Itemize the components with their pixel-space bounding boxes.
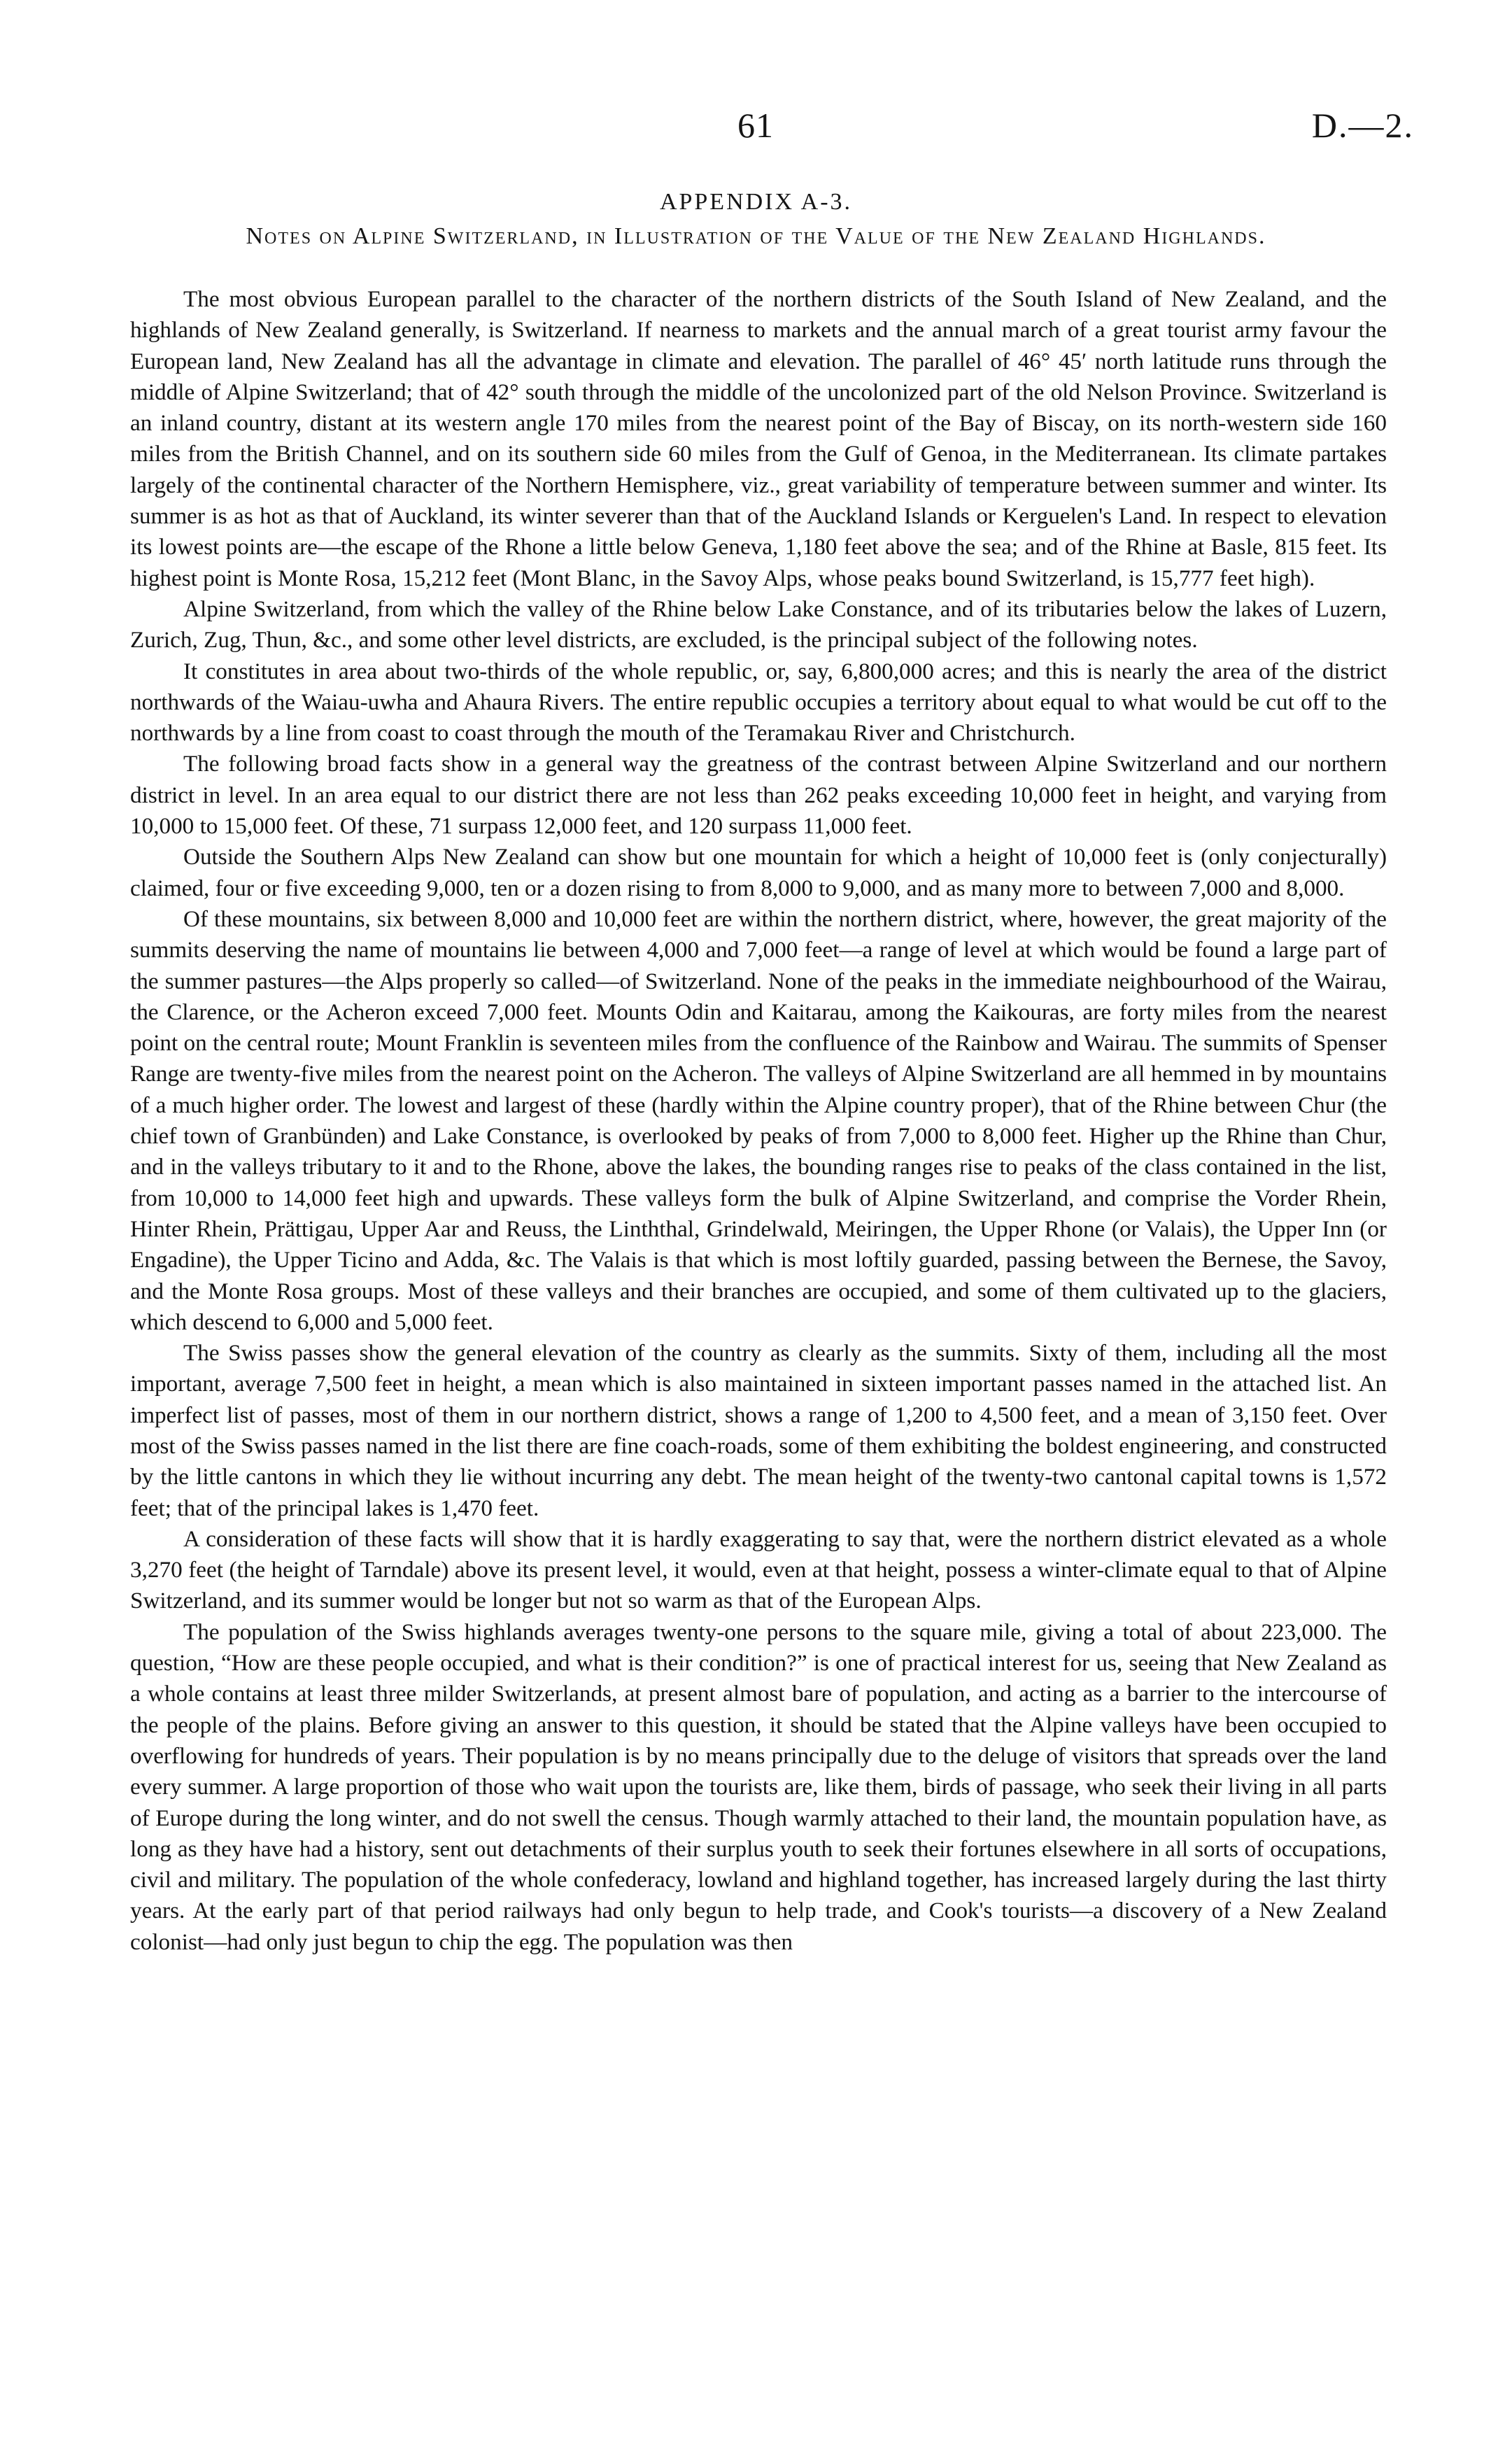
paragraph: Alpine Switzerland, from which the valley of the Rhine below Lake Constance, and of its tributaries below the lakes of Luzern, Zurich, Zug, Thun, &c., and some other level districts, are excluded, is the principal subject of the following notes. (130, 595, 1387, 654)
paragraph: The Swiss passes show the general elevation of the country as clearly as the summits. Sixty of them, including all the most important, average 7,500 feet in height, a mean which is also maintained in sixteen important passes named in the attached list. An imperfect list of passes, most of them in our northern district, shows a range of 1,200 to 4,500 feet, and a mean of 3,150 feet. Over most of the Swiss passes named in the list there are fine coach-roads, some of them exhibiting the boldest engineering, and constructed by the little cantons in which they lie without incurring any debt. The mean height of the twenty-two cantonal capital towns is 1,572 feet; that of the principal lakes is 1,470 feet. (130, 1340, 1387, 1521)
paragraph: Outside the Southern Alps New Zealand can show but one mountain for which a height of 10,000 feet is (only conjecturally) claimed, four or five exceeding 9,000, ten or a dozen rising to from 8,000 to 9,000, and as many more to between 7,000 and 8,000. (130, 844, 1387, 901)
paragraph: The following broad facts show in a general way the greatness of the contrast between Alpine Switzerland and our northern district in level. In an area equal to our district there are not less than 262 peaks exceeding 10,000 feet in height, and varying from 10,000 to 15,000 feet. Of these, 71 surpass 12,000 feet, and 120 surpass 11,000 feet. (130, 751, 1387, 840)
paragraph: The most obvious European parallel to the character of the northern districts of the South Island of New Zealand, and the highlands of New Zealand generally, is Switzerland. If nearness to markets and the annual march of a great tourist army favour the European land, New Zealand has all the advantage in climate and elevation. The parallel of 46° 45′ north latitude runs through the middle of Alpine Switzerland; that of 42° south through the middle of the uncolonized part of the old Nelson Province. Switzerland is an inland country, distant at its western angle 170 miles from the nearest point of the Bay of Biscay, on its north-western side 160 miles from the British Channel, and on its southern side 60 miles from the Gulf of Genoa, in the Mediterranean. Its climate partakes largely of the continental character of the Northern Hemisphere, viz., great variability of temperature between summer and winter. Its summer is as hot as that of Auckland, its winter severer than that of the Auckland Islands or Kerguelen's Land. In respect to elevation its lowest points are—the escape of the Rhone a little below Geneva, 1,180 feet above the sea; and of the Rhine at Basle, 815 feet. Its highest point is Monte Rosa, 15,212 feet (Mont Blanc, in the Savoy Alps, whose peaks bound Switzerland, is 15,777 feet high). (130, 286, 1387, 591)
paragraph: It constitutes in area about two-thirds of the whole republic, or, say, 6,800,000 acres; and this is nearly the area of the district northwards of the Waiau-uwha and Ahaura Rivers. The entire republic occupies a territory about equal to what would be cut off to the northwards by a line from coast to coast through the mouth of the Teramakau River and Christchurch. (130, 658, 1387, 747)
paragraph: A consideration of these facts will show that it is hardly exaggerating to say that, were the northern district elevated as a whole 3,270 feet (the height of Tarndale) above its present level, it would, even at that height, possess a winter-climate equal to that of Alpine Switzerland, and its summer would be longer but not so warm as that of the European Alps. (130, 1525, 1387, 1614)
page-number: 61 (737, 106, 774, 145)
body-text (130, 284, 1387, 1958)
paragraph: Of these mountains, six between 8,000 and 10,000 feet are within the northern district, where, however, the great majority of the summits deserving the name of mountains lie between 4,000 and 7,000 feet—a range of level at which would be found a large part of the summer pastures—the Alps properly so called—of Switzerland. None of the peaks in the immediate neighbourhood of the Wairau, the Clarence, or the Acheron exceed 7,000 feet. Mounts Odin and Kaitarau, among the Kaikouras, are forty miles from the nearest point on the central route; Mount Franklin is seventeen miles from the confluence of the Rainbow and Wairau. The summits of Spenser Range are twenty-five miles from the nearest point on the Acheron. The valleys of Alpine Switzerland are all hemmed in by mountains of a much higher order. The lowest and largest of these (hardly within the Alpine country proper), that of the Rhine between Chur (the chief town of Granbünden) and Lake Constance, is overlooked by peaks of from 7,000 to 8,000 feet. Higher up the Rhine than Chur, and in the valleys tributary to it and to the Rhone, above the lakes, the bounding ranges rise to peaks of the class contained in the list, from 10,000 to 14,000 feet high and upwards. These valleys form the bulk of Alpine Switzerland, and comprise the Vorder Rhein, Hinter Rhein, Prättigau, Upper Aar and Reuss, the Linththal, Grindelwald, Meiringen, the Upper Rhone (or Valais), the Upper Inn (or Engadine), the Upper Ticino and Adda, &c. The Valais is that which is most loftily guarded, passing between the Bernese, the Savoy, and the Monte Rosa groups. Most of these valleys and their branches are occupied, and some of them cultivated up to the glaciers, which descend to 6,000 and 5,000 feet. (130, 905, 1387, 1335)
document-reference: D.—2. (1311, 106, 1414, 145)
document-title: Notes on Alpine Switzerland, in Illustration of the Value of the New Zealand Highlands. (246, 223, 1266, 249)
appendix-heading: APPENDIX A-3. (659, 189, 853, 215)
paragraph: The population of the Swiss highlands averages twenty-one persons to the square mile, giving a total of about 223,000. The question, “How are these people occupied, and what is their condition?” is one of practical interest for us, seeing that New Zealand as a whole contains at least three milder Switzerlands, at present almost bare of population, and acting as a barrier to the intercourse of the people of the plains. Before giving an answer to this question, it should be stated that the Alpine valleys have been occupied to overflowing for hundreds of years. Their population is by no means principally due to the deluge of visitors that spreads over the land every summer. A large proportion of those who wait upon the tourists are, like them, birds of passage, who seek their living in all parts of Europe during the long winter, and do not swell the census. Though warmly attached to their land, the mountain population have, as long as they have had a history, sent out detachments of their surplus youth to seek their fortunes elsewhere in all sorts of occupations, civil and military. The population of the whole confederacy, lowland and highland together, has increased largely during the last thirty years. At the early part of that period railways had only begun to help trade, and Cook's tourists—a discovery of a New Zealand colonist—had only just begun to chip the egg. The population was then (130, 1618, 1387, 1955)
